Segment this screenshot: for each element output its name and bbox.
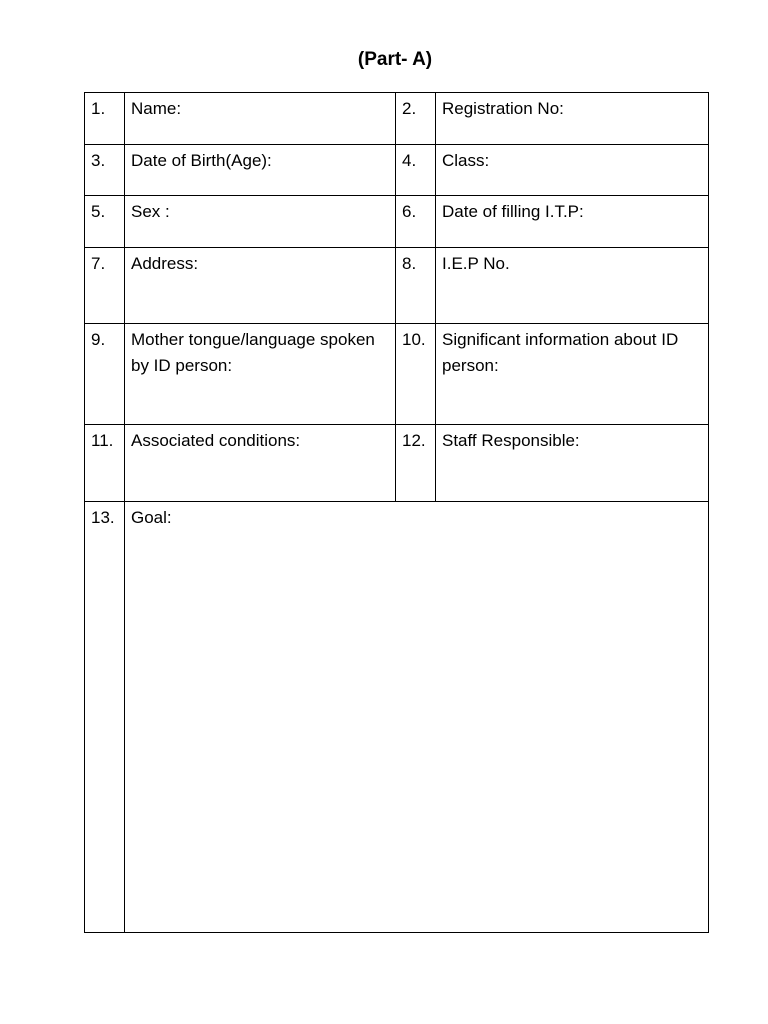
date-of-filling-field: Date of filling I.T.P: (436, 196, 709, 248)
table-row (85, 93, 709, 145)
field-number: 8. (396, 248, 436, 324)
staff-responsible-field: Staff Responsible: (436, 425, 709, 502)
associated-conditions-field: Associated conditions: (125, 425, 396, 502)
page-title: (Part- A) (357, 49, 433, 70)
address-field: Address: (125, 248, 396, 324)
table-row (85, 324, 709, 425)
significant-information-field: Significant information about ID person: (436, 324, 709, 425)
form-table (84, 92, 709, 933)
field-number: 9. (85, 324, 125, 425)
field-number: 4. (396, 145, 436, 196)
table-row (85, 502, 709, 933)
mother-tongue-field: Mother tongue/language spoken by ID person: (125, 324, 396, 425)
name-field: Name: (125, 93, 396, 145)
field-number: 6. (396, 196, 436, 248)
field-number: 5. (85, 196, 125, 248)
sex-field: Sex : (125, 196, 396, 248)
table-row (85, 196, 709, 248)
field-number: 12. (396, 425, 436, 502)
field-number: 2. (396, 93, 436, 145)
table-row (85, 248, 709, 324)
class-field: Class: (436, 145, 709, 196)
goal-field: Goal: (125, 502, 709, 933)
field-number: 7. (85, 248, 125, 324)
field-number: 11. (85, 425, 125, 502)
table-row (85, 425, 709, 502)
field-number: 3. (85, 145, 125, 196)
field-number: 1. (85, 93, 125, 145)
iep-no-field: I.E.P No. (436, 248, 709, 324)
registration-no-field: Registration No: (436, 93, 709, 145)
date-of-birth-field: Date of Birth(Age): (125, 145, 396, 196)
table-row (85, 145, 709, 196)
field-number: 10. (396, 324, 436, 425)
field-number: 13. (85, 502, 125, 933)
